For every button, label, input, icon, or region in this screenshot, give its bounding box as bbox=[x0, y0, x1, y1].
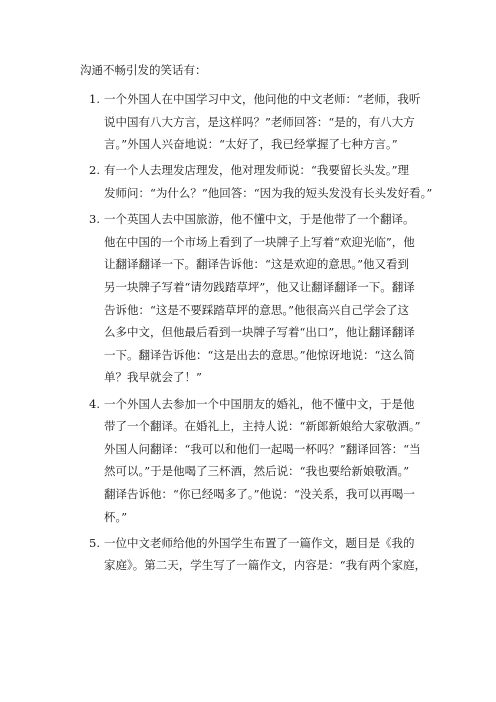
text-line: 另一块牌子写着“请勿践踏草坪”，他又让翻译翻译一下。翻译 bbox=[104, 279, 415, 294]
text-line: 他在中国的一个市场上看到了一块牌子上写着“欢迎光临”，他 bbox=[104, 234, 415, 249]
text-line: 单？我早就会了！” bbox=[104, 370, 202, 385]
list-item-number: 4. bbox=[89, 396, 100, 411]
text-line: 一下。翻译告诉他：“这是出去的意思。”他惊讶地说：“这么简 bbox=[104, 347, 415, 362]
text-line: 说中国有八大方言，是这样吗？”老师回答：“是的，有八大方 bbox=[104, 114, 415, 129]
text-line: 一位中文老师给他的外国学生布置了一篇作文，题目是《我的 bbox=[104, 535, 415, 550]
list-item-text bbox=[104, 88, 434, 156]
list-item-number: 1. bbox=[89, 92, 100, 106]
list-item-number: 2. bbox=[89, 163, 100, 178]
intro-heading: 沟通不畅引发的笑话有： bbox=[80, 63, 207, 77]
list-item-number: 5. bbox=[89, 535, 100, 550]
list-item-text bbox=[104, 532, 434, 577]
text-line: 有一个人去理发店理发，他对理发师说：“我要留长头发。”理 bbox=[104, 163, 410, 178]
text-line: 杯。” bbox=[104, 509, 128, 524]
text-line: 告诉他：“这是不要踩踏草坪的意思。”他很高兴自己学会了这 bbox=[104, 302, 410, 317]
text-line: 翻译告诉他：“你已经喝多了。”他说：“没关系，我可以再喝一 bbox=[104, 486, 415, 501]
list-item-text bbox=[104, 208, 434, 389]
text-line: 家庭》。第二天，学生写了一篇作文，内容是：“我有两个家庭， bbox=[104, 558, 427, 573]
list-item-text bbox=[104, 159, 434, 204]
text-line: 然可以。”于是他喝了三杯酒，然后说：“我也要给新娘敬酒。” bbox=[104, 464, 410, 479]
list-item-text bbox=[104, 393, 434, 529]
text-line: 让翻译翻译一下。翻译告诉他：“这是欢迎的意思。”他又看到 bbox=[104, 257, 410, 272]
text-line: 一个外国人去参加一个中国朋友的婚礼，他不懂中文，于是他 bbox=[104, 396, 415, 411]
text-line: 一个外国人在中国学习中文，他问他的中文老师：“老师，我听 bbox=[104, 92, 421, 106]
text-line: 发师问：“为什么？”他回答：“因为我的短头发没有长头发好看。” bbox=[104, 185, 433, 200]
text-line: 么多中文，但他最后看到一块牌子写着“出口”，他让翻译翻译 bbox=[104, 325, 415, 340]
list-item-number: 3. bbox=[89, 212, 100, 227]
text-line: 言。”外国人兴奋地说：“太好了，我已经掌握了七种方言。” bbox=[104, 137, 398, 152]
text-line: 带了一个翻译。在婚礼上，主持人说：“新郎新娘给大家敬酒。” bbox=[104, 419, 421, 434]
text-line: 外国人问翻译：“我可以和他们一起喝一杯吗？”翻译回答：“当 bbox=[104, 441, 421, 456]
text-line: 一个英国人去中国旅游，他不懂中文，于是他带了一个翻译。 bbox=[104, 212, 415, 227]
